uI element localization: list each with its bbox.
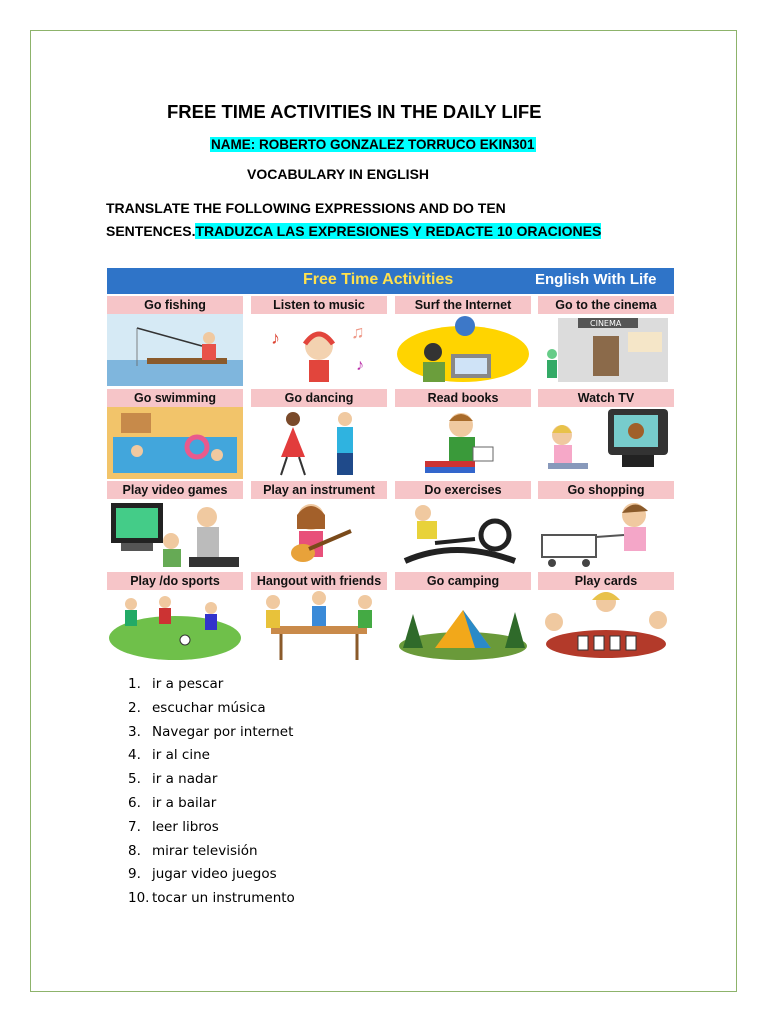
activity-label: Go to the cinema (538, 296, 674, 314)
activity-cell (395, 481, 531, 571)
activity-cell (251, 389, 387, 479)
list-item: 5. ir a nadar (128, 771, 218, 788)
cinema-icon (538, 314, 674, 386)
activity-label: Read books (395, 389, 531, 407)
list-item: 2. escuchar música (128, 699, 266, 716)
activity-label: Go camping (395, 572, 531, 590)
tv-icon (538, 407, 674, 479)
poster-title: Free Time Activities (303, 271, 454, 288)
student-name: NAME: ROBERTO GONZALEZ TORRUCO EKIN301 (211, 137, 535, 152)
list-item: 9. jugar video juegos (128, 866, 277, 883)
activity-label: Listen to music (251, 296, 387, 314)
activities-poster (107, 268, 674, 663)
shopping-cart-icon (538, 499, 674, 571)
friends-icon (251, 590, 387, 662)
music-icon (251, 314, 387, 386)
activity-cell (395, 389, 531, 479)
soccer-icon (107, 590, 243, 662)
exercise-bike-icon (395, 499, 531, 571)
activity-label: Play video games (107, 481, 243, 499)
cards-icon (538, 590, 674, 662)
svg-text:♫: ♫ (351, 322, 365, 342)
translation-list (128, 676, 295, 914)
list-item: 6. ir a bailar (128, 794, 217, 811)
activity-cell (107, 389, 243, 479)
activity-label: Hangout with friends (251, 572, 387, 590)
activity-cell (538, 572, 674, 662)
activity-label: Surf the Internet (395, 296, 531, 314)
activity-label: Play an instrument (251, 481, 387, 499)
poster-brand: English With Life (535, 271, 657, 288)
activity-label: Play /do sports (107, 572, 243, 590)
guitar-icon (251, 499, 387, 571)
activity-label: Play cards (538, 572, 674, 590)
list-item: 3. Navegar por internet (128, 723, 294, 740)
activity-cell (538, 389, 674, 479)
instruction-english: TRANSLATE THE FOLLOWING EXPRESSIONS AND DO TEN SENTENCES. (106, 200, 506, 239)
books-icon (395, 407, 531, 479)
activity-label: Go swimming (107, 389, 243, 407)
laptop-icon (395, 314, 531, 386)
svg-text:♪: ♪ (356, 357, 364, 374)
activity-cell (107, 572, 243, 662)
dancing-icon (251, 407, 387, 479)
activity-cell (107, 296, 243, 386)
instruction-spanish: TRADUZCA LAS EXPRESIONES Y REDACTE 10 ORACIONES (195, 223, 602, 239)
activity-cell (538, 296, 674, 386)
activity-cell (107, 481, 243, 571)
activity-cell (395, 572, 531, 662)
svg-text:CINEMA: CINEMA (590, 319, 622, 328)
list-item: 10. tocar un instrumento (128, 890, 295, 907)
activity-cell (251, 481, 387, 571)
activity-cell (395, 296, 531, 386)
poster-header (107, 268, 674, 294)
document-title: FREE TIME ACTIVITIES IN THE DAILY LIFE (167, 101, 542, 122)
fishing-icon (107, 314, 243, 386)
list-item: 4. ir al cine (128, 747, 210, 764)
list-item: 1. ir a pescar (128, 676, 224, 692)
vocabulary-heading: VOCABULARY IN ENGLISH (247, 166, 430, 182)
activity-label: Go fishing (107, 296, 243, 314)
list-item: 8. mirar televisión (128, 842, 258, 859)
activity-label: Do exercises (395, 481, 531, 499)
video-game-icon (107, 499, 243, 571)
svg-text:♪: ♪ (271, 328, 280, 348)
instructions (106, 197, 666, 243)
activity-label: Watch TV (538, 389, 674, 407)
tent-icon (395, 590, 531, 662)
activity-label: Go shopping (538, 481, 674, 499)
list-item: 7. leer libros (128, 818, 219, 835)
swimming-icon (107, 407, 243, 479)
activity-cell (251, 572, 387, 662)
activity-cell (538, 481, 674, 571)
activity-label: Go dancing (251, 389, 387, 407)
activity-cell (251, 296, 387, 386)
